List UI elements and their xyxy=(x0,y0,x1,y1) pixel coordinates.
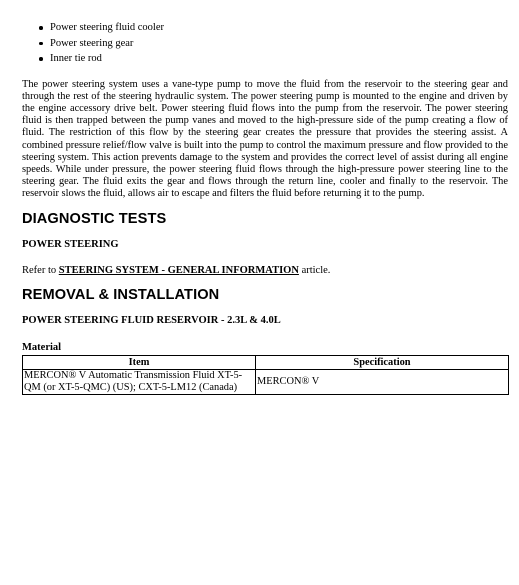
list-item xyxy=(22,20,510,36)
list-item-label: Power steering fluid cooler xyxy=(50,22,165,33)
document-page xyxy=(22,20,510,395)
table-row xyxy=(23,370,509,394)
refer-suffix: article. xyxy=(298,265,331,277)
table-header-row xyxy=(23,356,509,370)
material-label: Material xyxy=(22,342,62,354)
steering-system-link[interactable]: STEERING SYSTEM - GENERAL INFORMATION xyxy=(58,265,299,277)
intro-paragraph: The power steering system uses a vane-type pump to move the fluid from the reservoir to the steering gear and through the rest of the steering hydraulic system. The power steering pump is mounted to the engine and driven by the engine accessory drive belt. Power steering fluid flows into the pump from the reservoir. The power steering fluid is then trapped between the pump vanes and moved to the high-pressure side of the pump creating a flow of fluid. The restriction of this flow by the steering gear creates the pressure that provides the steering assist. A combined pressure relief/flow valve is built into the pump to control the maximum pressure and flow provided to the steering system. This action prevents damage to the system and provides the correct level of assist during all engine speeds. While under pressure, the power steering fluid flows through the high-pressure power steering line to the steering gear. The fluid exits the gear and flows through the return line, cooler and finally to the reservoir. The reservoir slows the fluid, allows air to escape and filters the fluid before returning it to the pump. xyxy=(22,78,508,200)
bullet-icon xyxy=(39,26,43,30)
list-item-label: Power steering gear xyxy=(50,37,134,49)
component-list xyxy=(22,20,510,67)
list-item xyxy=(22,51,510,67)
item-column-header: Item xyxy=(23,356,256,370)
refer-line xyxy=(22,264,510,277)
power-steering-subheading: POWER STEERING xyxy=(22,239,119,251)
bullet-icon xyxy=(39,57,43,61)
specification-cell: MERCON® V xyxy=(256,370,509,394)
removal-installation-heading: REMOVAL & INSTALLATION xyxy=(22,287,220,304)
material-table xyxy=(22,355,509,394)
reservoir-subheading: POWER STEERING FLUID RESERVOIR - 2.3L & 4.0L xyxy=(22,315,281,327)
refer-prefix: Refer to xyxy=(22,265,59,277)
diagnostic-tests-heading: DIAGNOSTIC TESTS xyxy=(22,211,167,228)
bullet-icon xyxy=(39,42,43,46)
specification-column-header: Specification xyxy=(256,356,509,370)
list-item xyxy=(22,36,510,52)
list-item-label: Inner tie rod xyxy=(50,53,102,65)
item-cell: MERCON® V Automatic Transmission Fluid XT-5-QM (or XT-5-QMC) (US); CXT-5-LM12 (Canada) xyxy=(23,370,256,394)
